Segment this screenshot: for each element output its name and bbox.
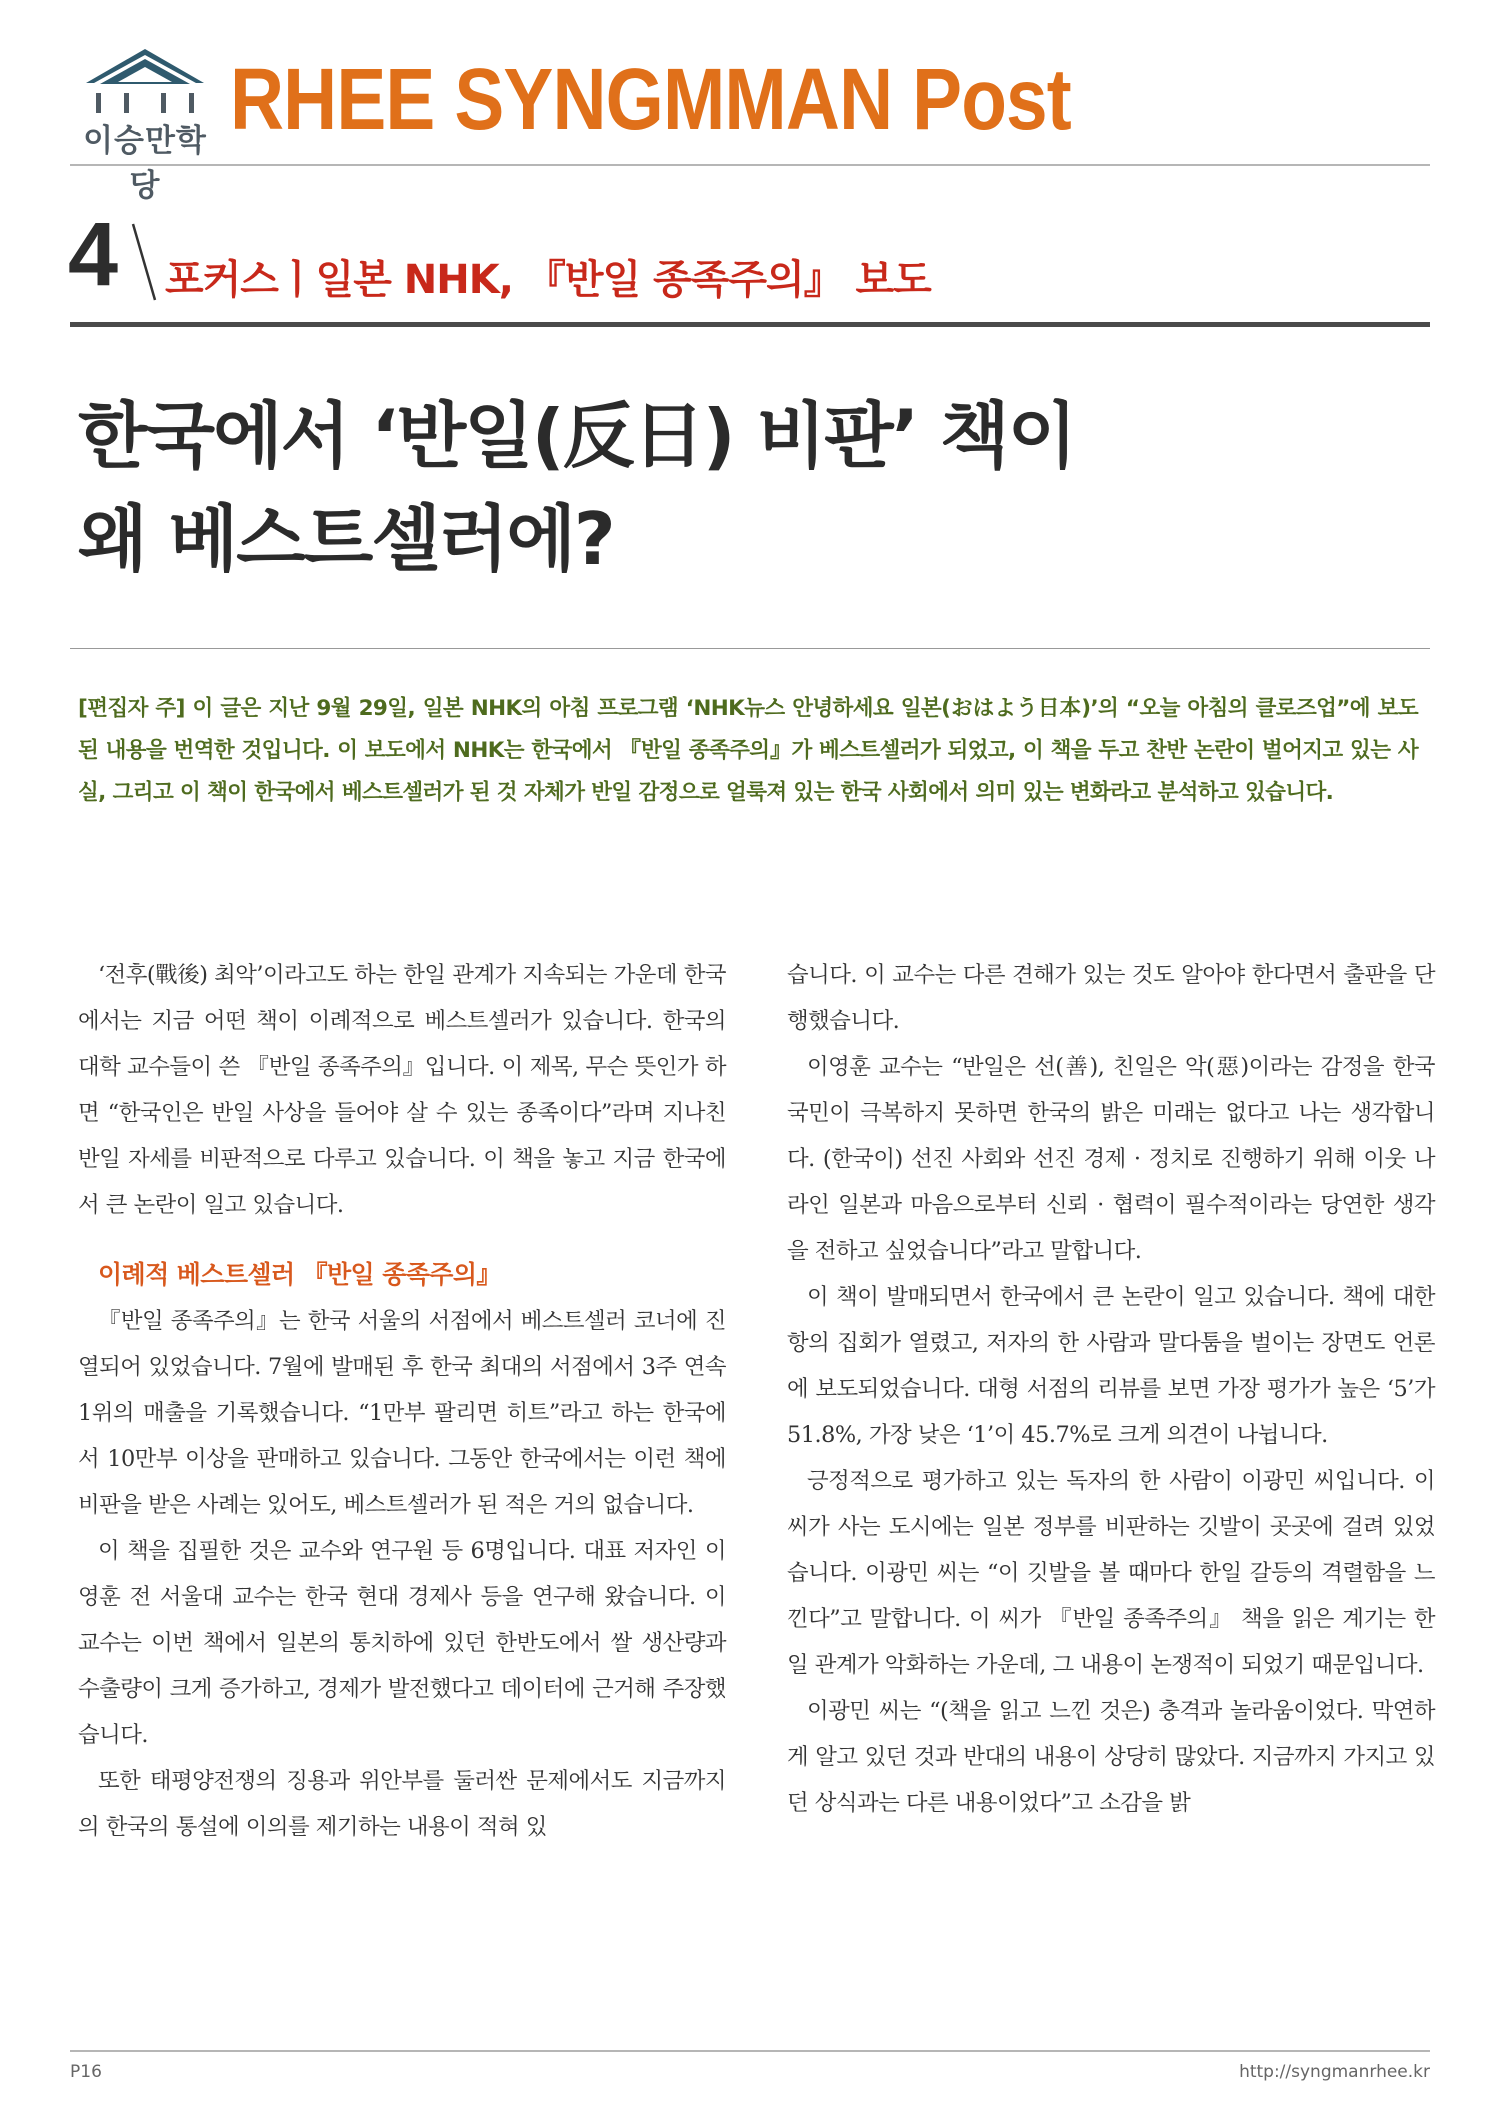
paragraph: 이 책이 발매되면서 한국에서 큰 논란이 일고 있습니다. 책에 대한 항의 집회가 열렸고, 저자의 한 사람과 말다툼을 벌이는 장면도 언론에 보도되었습니다. 대형 서점의 리뷰를 보면 가장 평가가 높은 ‘5’가 51.8%, 가장 낮은 ‘1’이 45.7%로 크게 의견이 나뉩니다. [787,1284,1435,1448]
paragraph: 이 책을 집필한 것은 교수와 연구원 등 6명입니다. 대표 저자인 이영훈 전 서울대 교수는 한국 현대 경제사 등을 연구해 왔습니다. 이 교수는 이번 책에서 일본의 통치하에 있던 한반도에서 쌀 생산량과 수출량이 크게 증가하고, 경제가 발전했다고 데이터에 근거해 주장했습니다. [78,1538,726,1748]
headline-divider [70,648,1430,649]
school-building-icon [78,45,212,117]
paragraph: 또한 태평양전쟁의 징용과 위안부를 둘러싼 문제에서도 지금까지의 한국의 통설에 이의를 제기하는 내용이 적혀 있 [78,1768,726,1840]
logo[interactable] [70,45,220,204]
page-number: P16 [70,2062,102,2082]
editor-note: [편집자 주] 이 글은 지난 9월 29일, 일본 NHK의 아침 프로그램 ‘NHK뉴스 안녕하세요 일본(おはよう日本)’의 “오늘 아침의 클로즈업”에 보도된 내용을 번역한 것입니다. 이 보도에서 NHK는 한국에서 『반일 종족주의』가 베스트셀러가 되었고, 이 책을 두고 찬반 논란이 벌어지고 있는 사실, 그리고 이 책이 한국에서 베스트셀러가 된 것 자체가 반일 감정으로 얼룩져 있는 한국 사회에서 의미 있는 변화라고 분석하고 있습니다. [78,696,1418,805]
section-divider [70,322,1430,327]
paragraph: 긍정적으로 평가하고 있는 독자의 한 사람이 이광민 씨입니다. 이 씨가 사는 도시에는 일본 정부를 비판하는 깃발이 곳곳에 걸려 있었습니다. 이광민 씨는 “이 깃발을 볼 때마다 한일 갈등의 격렬함을 느낀다”고 말합니다. 이 씨가 『반일 종족주의』 책을 읽은 계기는 한일 관계가 악화하는 가운데, 그 내용이 논쟁적이 되었기 때문입니다. [787,1468,1435,1678]
header-divider [70,164,1430,166]
paragraph: ‘전후(戰後) 최악’이라고도 하는 한일 관계가 지속되는 가운데 한국에서는 지금 어떤 책이 이례적으로 베스트셀러가 있습니다. 한국의 대학 교수들이 쓴 『반일 종족주의』입니다. 이 제목, 무슨 뜻인가 하면 “한국인은 반일 사상을 들어야 살 수 있는 종족이다”라며 지나친 반일 자세를 비판적으로 다루고 있습니다. 이 책을 놓고 지금 한국에서 큰 논란이 일고 있습니다. [78,962,726,1218]
paragraph: 『반일 종족주의』는 한국 서울의 서점에서 베스트셀러 코너에 진열되어 있었습니다. 7월에 발매된 후 한국 최대의 서점에서 3주 연속 1위의 매출을 기록했습니다. “1만부 팔리면 히트”라고 하는 한국에서 10만부 이상을 판매하고 있습니다. 그동안 한국에서는 이런 책에 비판을 받은 사례는 있어도, 베스트셀러가 된 적은 거의 없습니다. [78,1308,726,1518]
section-title: 포커스ㅣ일본 NHK, 『반일 종족주의』 보도 [165,257,931,303]
footer-divider [70,2050,1430,2052]
headline-line-2: 왜 베스트셀러에? [78,497,614,581]
paragraph: 이영훈 교수는 “반일은 선(善), 친일은 악(惡)이라는 감정을 한국 국민이 극복하지 못하면 한국의 밝은 미래는 없다고 나는 생각합니다. (한국이) 선진 사회와 선진 경제 · 정치로 진행하기 위해 이웃 나라인 일본과 마음으로부터 신뢰 · 협력이 필수적이라는 당연한 생각을 전하고 싶었습니다”라고 말합니다. [787,1054,1435,1264]
article-column-left [78,952,726,1850]
masthead-title: RHEE SYNGMMAN Post [230,51,1071,148]
subheading: 이례적 베스트셀러 『반일 종족주의』 [98,1260,501,1289]
logo-text: 이승만학당 [83,123,207,204]
footer-url[interactable]: http://syngmanrhee.kr [1239,2062,1430,2082]
page-header [70,45,1430,204]
paragraph: 습니다. 이 교수는 다른 견해가 있는 것도 알아야 한다면서 출판을 단행했습니다. [787,962,1435,1034]
headline [78,385,1398,591]
slash-divider-icon [130,222,158,302]
section-number: 4 [68,205,119,305]
article-column-right [787,952,1435,1826]
paragraph: 이광민 씨는 “(책을 읽고 느낀 것은) 충격과 놀라움이었다. 막연하게 알고 있던 것과 반대의 내용이 상당히 많았다. 지금까지 가지고 있던 상식과는 다른 내용이었다”고 소감을 밝 [787,1698,1435,1816]
headline-line-1: 한국에서 ‘반일(反日) 비판’ 책이 [78,394,1076,478]
